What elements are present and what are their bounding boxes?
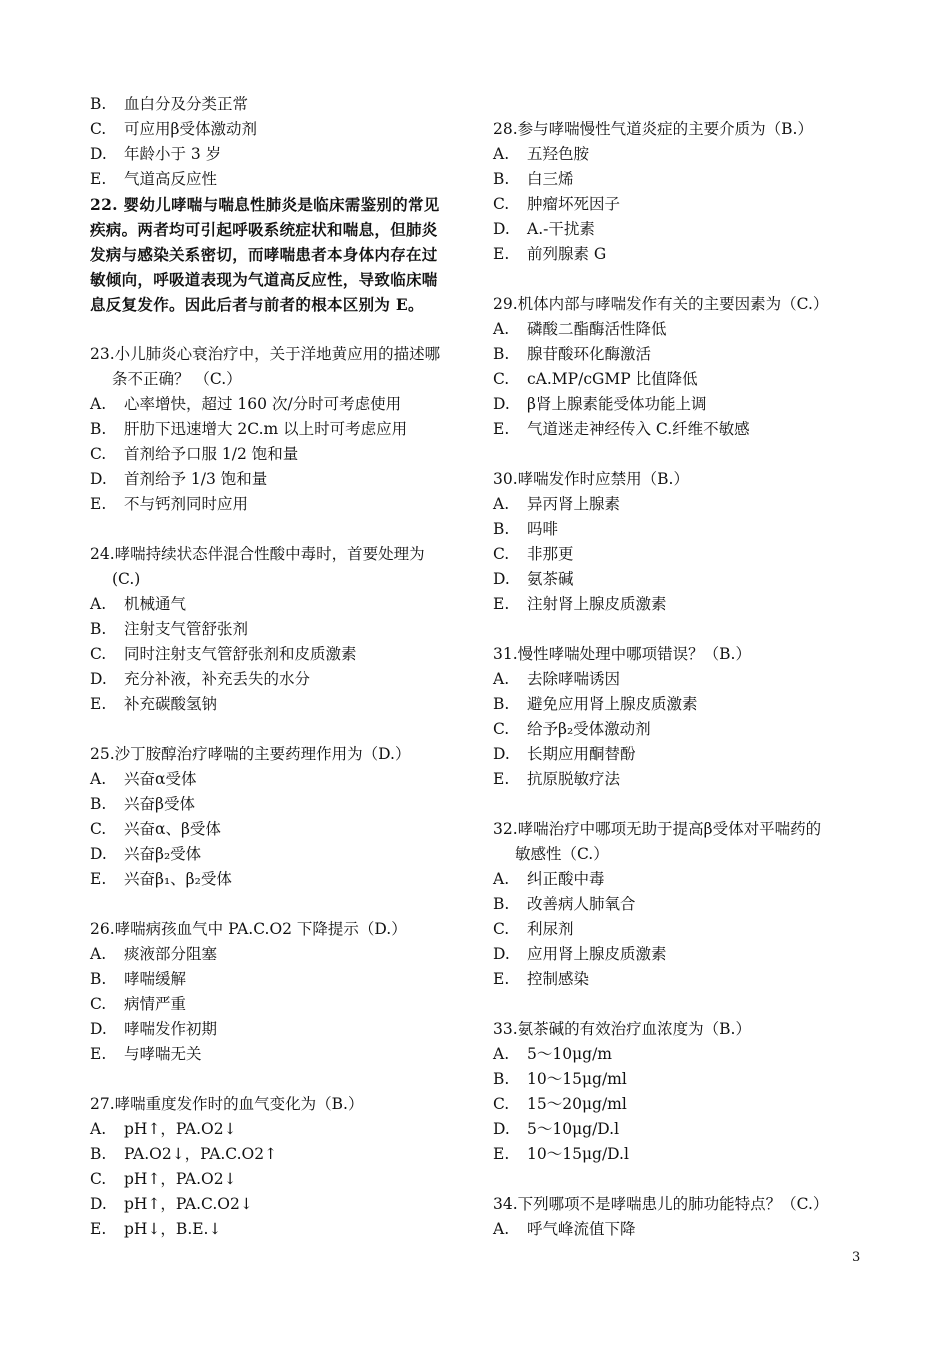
question-text: 条不正确？ （C.） xyxy=(112,370,242,388)
option: A. 去除哮喘诱因 xyxy=(493,670,621,688)
option: E. 不与钙剂同时应用 xyxy=(90,495,249,513)
option: A. 呼气峰流值下降 xyxy=(493,1220,636,1238)
question-text: 26.哮喘病孩血气中 PA.C.O2 下降提示（D.） xyxy=(90,920,407,938)
question-text: 34.下列哪项不是哮喘患儿的肺功能特点？（C.） xyxy=(493,1195,829,1213)
option: C. 同时注射支气管舒张剂和皮质激素 xyxy=(90,645,357,663)
question-28 xyxy=(493,117,869,267)
question-22-explanation: 22. 婴幼儿哮喘与喘息性肺炎是临床需鉴别的常见 疾病。两者均可引起呼吸系统症状和喘息，但肺炎 发病与感染关系密切，而哮喘患者本身体内存在过 敏倾向，呼吸道表现为气道高反应性，导致临床喘 息反复发作。因此后者与前者的根本区别为 E。 xyxy=(90,195,440,314)
question-23 xyxy=(90,342,466,517)
option: D. 年龄小于 3 岁 xyxy=(90,145,222,163)
option: B. 注射支气管舒张剂 xyxy=(90,620,249,638)
option: D. 应用肾上腺皮质激素 xyxy=(493,945,667,963)
option: E. 气道迷走神经传入 C.纤维不敏感 xyxy=(493,420,750,438)
option: A. 纠正酸中毒 xyxy=(493,870,605,888)
question-29 xyxy=(493,292,869,442)
option: A. 五羟色胺 xyxy=(493,145,590,163)
option: C. 给予β₂受体激动剂 xyxy=(493,720,651,738)
question-text: 32.哮喘治疗中哪项无助于提高β受体对平喘药的 xyxy=(493,820,822,838)
right-column xyxy=(493,117,869,1242)
question-text: 28.参与哮喘慢性气道炎症的主要介质为（B.） xyxy=(493,120,813,138)
option: A. 心率增快，超过 160 次/分时可考虑使用 xyxy=(90,395,402,413)
question-25 xyxy=(90,742,466,892)
option: A. 兴奋α受体 xyxy=(90,770,197,788)
option: C. 首剂给予口服 1/2 饱和量 xyxy=(90,445,299,463)
option: B. 吗啡 xyxy=(493,520,559,538)
question-text: 33.氨茶碱的有效治疗血浓度为（B.） xyxy=(493,1020,751,1038)
option: D. 首剂给予 1/3 饱和量 xyxy=(90,470,268,488)
option: B. 腺苷酸环化酶激活 xyxy=(493,345,652,363)
option: E. 与哮喘无关 xyxy=(90,1045,202,1063)
question-text: 敏感性（C.） xyxy=(515,845,609,863)
option: C. 病情严重 xyxy=(90,995,187,1013)
option: D. 哮喘发作初期 xyxy=(90,1020,218,1038)
option: E. 补充碳酸氢钠 xyxy=(90,695,218,713)
option: C. 可应用β受体激动剂 xyxy=(90,120,257,138)
option: C. 非那更 xyxy=(493,545,574,563)
question-27 xyxy=(90,1092,466,1242)
option: C. 兴奋α、β受体 xyxy=(90,820,221,838)
option: E. 抗原脱敏疗法 xyxy=(493,770,621,788)
option: A. 异丙肾上腺素 xyxy=(493,495,621,513)
option: B. 哮喘缓解 xyxy=(90,970,187,988)
option: C. 利尿剂 xyxy=(493,920,574,938)
option: B. 血白分及分类正常 xyxy=(90,95,249,113)
option: A. 5～10μg/m xyxy=(493,1045,613,1063)
option: D. 5～10μg/D.l xyxy=(493,1120,620,1138)
option: D. 兴奋β₂受体 xyxy=(90,845,202,863)
question-text: 27.哮喘重度发作时的血气变化为（B.） xyxy=(90,1095,364,1113)
option: E. 10～15μg/D.l xyxy=(493,1145,629,1163)
option: B. 白三烯 xyxy=(493,170,574,188)
option: A. 磷酸二酯酶活性降低 xyxy=(493,320,667,338)
question-24 xyxy=(90,542,466,717)
option: C. cA.MP/cGMP 比值降低 xyxy=(493,370,698,388)
option: E. 气道高反应性 xyxy=(90,170,218,188)
option: A. 机械通气 xyxy=(90,595,187,613)
question-text: 30.哮喘发作时应禁用（B.） xyxy=(493,470,689,488)
option: C. 15～20μg/ml xyxy=(493,1095,627,1113)
question-text: 23.小儿肺炎心衰治疗中，关于洋地黄应用的描述哪 xyxy=(90,345,441,363)
question-text: (C.) xyxy=(112,570,141,588)
question-32 xyxy=(493,817,869,992)
option: D. pH↑，PA.C.O2↓ xyxy=(90,1195,253,1213)
option: B. 改善病人肺氧合 xyxy=(493,895,636,913)
page-number: 3 xyxy=(852,1250,861,1265)
left-column xyxy=(90,92,466,1242)
option: E. pH↓，B.E.↓ xyxy=(90,1220,222,1238)
option: E. 前列腺素 G xyxy=(493,245,607,263)
option: A. 痰液部分阻塞 xyxy=(90,945,218,963)
option: B. 避免应用肾上腺皮质激素 xyxy=(493,695,698,713)
option: E. 注射肾上腺皮质激素 xyxy=(493,595,667,613)
option: D. 充分补液，补充丢失的水分 xyxy=(90,670,311,688)
option: B. 肝肋下迅速增大 2C.m 以上时可考虑应用 xyxy=(90,420,408,438)
question-text: 25.沙丁胺醇治疗哮喘的主要药理作用为（D.） xyxy=(90,745,411,763)
question-26 xyxy=(90,917,466,1067)
option: C. 肿瘤坏死因子 xyxy=(493,195,621,213)
option: C. pH↑，PA.O2↓ xyxy=(90,1170,237,1188)
question-33 xyxy=(493,1017,869,1167)
question-text: 24.哮喘持续状态伴混合性酸中毒时，首要处理为 xyxy=(90,545,425,563)
option: D. β肾上腺素能受体功能上调 xyxy=(493,395,707,413)
question-30 xyxy=(493,467,869,617)
option: B. 10～15μg/ml xyxy=(493,1070,627,1088)
question-text: 31.慢性哮喘处理中哪项错误？（B.） xyxy=(493,645,751,663)
option: D. A.-干扰素 xyxy=(493,220,595,238)
question-31 xyxy=(493,642,869,792)
option: B. PA.O2↓，PA.C.O2↑ xyxy=(90,1145,278,1163)
question-34 xyxy=(493,1192,869,1242)
option: D. 长期应用酮替酚 xyxy=(493,745,636,763)
option: A. pH↑，PA.O2↓ xyxy=(90,1120,237,1138)
option: B. 兴奋β受体 xyxy=(90,795,195,813)
option: D. 氨茶碱 xyxy=(493,570,574,588)
option: E. 兴奋β₁、β₂受体 xyxy=(90,870,232,888)
option: E. 控制感染 xyxy=(493,970,590,988)
question-text: 29.机体内部与哮喘发作有关的主要因素为（C.） xyxy=(493,295,829,313)
options-continued xyxy=(90,92,466,192)
